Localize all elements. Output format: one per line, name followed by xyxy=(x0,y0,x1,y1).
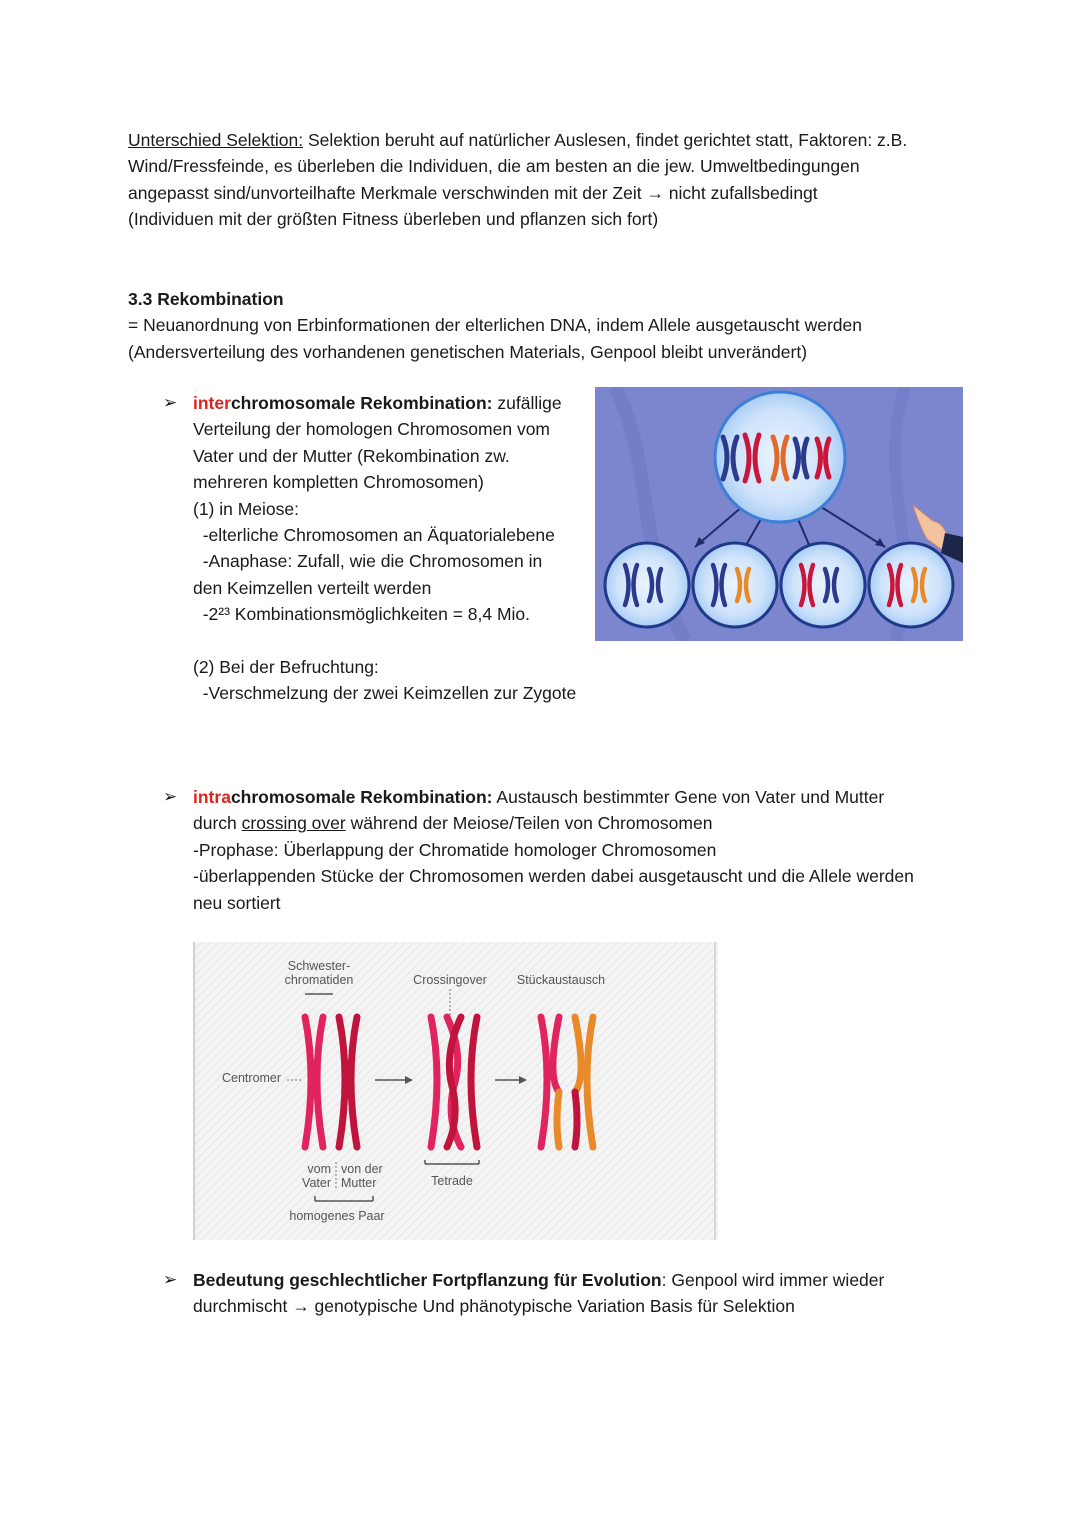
bedeutung-term: Bedeutung geschlechtlicher Fortpflanzung für Evolution xyxy=(193,1270,662,1290)
rekombination-line-1: = Neuanordnung von Erbinformationen der elterlichen DNA, indem Allele ausgetauscht werden xyxy=(128,315,862,336)
inter-line: -Anaphase: Zufall, wie die Chromosomen in xyxy=(193,551,543,572)
selektion-heading: Unterschied Selektion: xyxy=(128,130,304,150)
intra-line: -Prophase: Überlappung der Chromatide homologer Chromosomen xyxy=(193,839,717,860)
label-stueckaustausch: Stückaustausch xyxy=(516,973,606,987)
rekombination-line-2: (Andersverteilung des vorhandenen genetischen Materials, Genpool bleibt unverändert) xyxy=(128,341,808,362)
selektion-line-4: (Individuen mit der größten Fitness überleben und pflanzen sich fort) xyxy=(128,209,659,230)
inter-term: chromosomale Rekombination: xyxy=(230,393,493,413)
intra-line2-post: während der Meiose/Teilen von Chromosomen xyxy=(345,813,713,834)
meiosis-illustration xyxy=(595,387,963,641)
intra-line: neu sortiert xyxy=(193,892,281,913)
inter-line: den Keimzellen verteilt werden xyxy=(193,577,432,598)
intra-paragraph xyxy=(193,784,983,916)
selektion-line-1: Selektion beruht auf natürlicher Auslesen, findet gerichtet statt, Faktoren: z.B. xyxy=(303,130,908,150)
intra-line: -überlappenden Stücke der Chromosomen werden dabei ausgetauscht und die Allele werden xyxy=(193,866,914,887)
label-vom: vom xyxy=(307,1162,331,1176)
label-chromatiden: chromatiden xyxy=(284,973,354,987)
selektion-line-3: angepasst sind/unvorteilhafte Merkmale verschwinden mit der Zeit → nicht zufallsbedingt xyxy=(128,182,818,203)
bedeutung-line-2: durchmischt → genotypische Und phänotypische Variation Basis für Selektion xyxy=(193,1296,795,1317)
label-crossingover: Crossingover xyxy=(413,973,487,987)
inter-line: (1) in Meiose: xyxy=(193,498,300,519)
inter-line: -elterliche Chromosomen an Äquatorialebene xyxy=(193,525,555,546)
inter-line: mehreren kompletten Chromosomen) xyxy=(193,472,484,493)
intra-first: Austausch bestimmter Gene von Vater und Mutter xyxy=(492,787,885,807)
inter-paragraph xyxy=(193,390,593,628)
selektion-line-2: Wind/Fressfeinde, es überleben die Individuen, die am besten an die jew. Umweltbedingungen xyxy=(128,156,860,177)
intra-line2-pre: durch xyxy=(193,813,242,834)
bedeutung-first: : Genpool wird immer wieder xyxy=(661,1270,885,1290)
selektion-paragraph xyxy=(128,127,1008,233)
label-vater: Vater xyxy=(302,1176,331,1190)
crossing-over-diagram xyxy=(193,942,718,1240)
bullet-arrow-icon: ➢ xyxy=(163,787,178,806)
label-mutter: Mutter xyxy=(341,1176,377,1190)
inter-paragraph-2 xyxy=(193,654,613,707)
inter-line: -2²³ Kombinationsmöglichkeiten = 8,4 Mio. xyxy=(193,604,531,625)
label-schwester: Schwester- xyxy=(287,959,351,973)
intra-prefix: intra xyxy=(193,787,231,807)
inter-line: -Verschmelzung der zwei Keimzellen zur Zygote xyxy=(193,683,577,704)
label-homogenes-paar: homogenes Paar xyxy=(289,1209,385,1223)
crossing-over-term: crossing over xyxy=(241,813,346,834)
label-centromer: Centromer xyxy=(222,1071,282,1085)
label-vonder: von der xyxy=(341,1162,383,1176)
bullet-arrow-icon: ➢ xyxy=(163,1270,178,1289)
intra-term: chromosomale Rekombination: xyxy=(230,787,493,807)
inter-line: Vater und der Mutter (Rekombination zw. xyxy=(193,445,510,466)
inter-prefix: inter xyxy=(193,393,231,413)
bullet-arrow-icon: ➢ xyxy=(163,393,178,412)
label-tetrade: Tetrade xyxy=(431,1174,473,1188)
section-title: 3.3 Rekombination xyxy=(128,289,284,309)
bedeutung-paragraph xyxy=(193,1267,983,1320)
inter-line: Verteilung der homologen Chromosomen vom xyxy=(193,419,550,440)
inter-line: (2) Bei der Befruchtung: xyxy=(193,657,379,677)
rekombination-section xyxy=(128,286,1008,365)
inter-first: zufällige xyxy=(492,393,562,413)
